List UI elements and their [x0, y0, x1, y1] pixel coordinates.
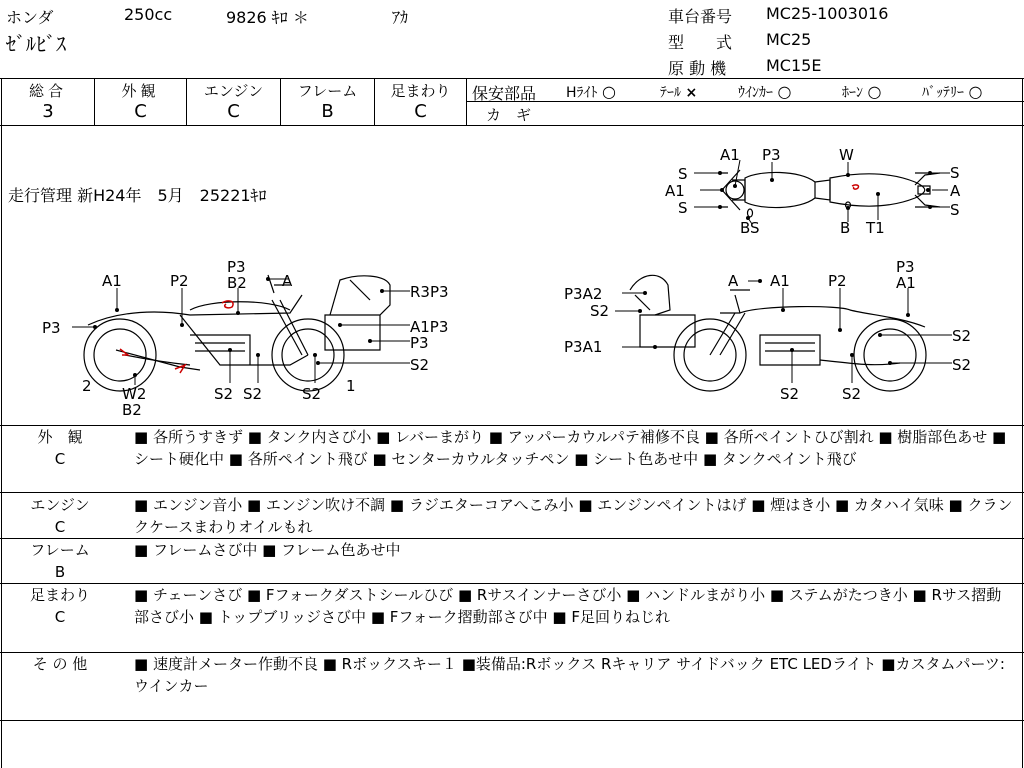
svg-text:S2: S2 — [780, 385, 800, 403]
svg-text:P3A1: P3A1 — [564, 338, 603, 356]
safety-horn: ﾎｰﾝ ○ — [842, 82, 882, 101]
safety-parts-label: 保安部品 — [472, 84, 537, 103]
svg-text:P3: P3 — [410, 334, 429, 352]
frame-number-label: 車台番号 — [668, 7, 733, 26]
maker: ホンダ — [6, 8, 54, 27]
svg-text:R3P3: R3P3 — [410, 283, 449, 301]
svg-text:S2: S2 — [590, 302, 610, 320]
svg-text:B: B — [840, 219, 851, 237]
svg-text:B2: B2 — [227, 274, 247, 292]
remark-other-text: ■ 速度計メーター作動不良 ■ Rボックスキー１ ■装備品:Rボックス Rキャリア サイドバック ETC LEDライト ■カスタムパーツ:ウインカー — [134, 655, 1005, 695]
svg-text:A1: A1 — [102, 272, 122, 290]
svg-text:A1P3: A1P3 — [410, 318, 449, 336]
remark-suspension-label: 足まわり C — [29, 586, 90, 626]
grade-frame: フレーム B — [297, 82, 358, 122]
remark-exterior-label: 外 観 C — [37, 428, 83, 468]
svg-text:S2: S2 — [243, 385, 263, 403]
grade-overall: 総合 3 — [28, 82, 67, 122]
remark-exterior-text: ■ 各所うすきず ■ タンク内さび小 ■ レバーまがり ■ アッパーカウルパテ補修不良 ■ 各所ペイントひび割れ ■ 樹脂部色あせ ■ シート硬化中 ■ 各所ペイント飛び ■ センターカウルタッチペン ■ シート色あせ中 ■ タンクペイント飛び — [134, 428, 1007, 468]
svg-text:W2: W2 — [122, 385, 147, 403]
engine-model-label: 原 動 機 — [668, 59, 727, 78]
safety-headlight: Hﾗｲﾄ ○ — [566, 82, 616, 101]
svg-text:W: W — [839, 146, 854, 164]
grade-exterior: 外観 C — [121, 82, 160, 122]
svg-text:S2: S2 — [214, 385, 234, 403]
grade-suspension: 足まわり C — [390, 82, 451, 122]
svg-text:A: A — [282, 272, 293, 290]
remark-frame-label: フレーム B — [30, 541, 90, 581]
svg-text:B2: B2 — [122, 401, 142, 419]
svg-text:P3A2: P3A2 — [564, 285, 603, 303]
svg-text:S2: S2 — [410, 356, 430, 374]
bike-left-side-diagram — [40, 255, 470, 420]
safety-winker: ｳｲﾝｶｰ ○ — [738, 82, 792, 101]
model-type-value: MC25 — [766, 30, 812, 49]
svg-text:A1: A1 — [896, 274, 916, 292]
svg-text:S: S — [950, 164, 960, 182]
frame-number-value: MC25-1003016 — [766, 4, 889, 23]
remark-suspension-text: ■ チェーンさび ■ Fフォークダストシールひび ■ Rサスインナーさび小 ■ ハンドルまがり小 ■ ステムがたつき小 ■ Rサス摺動部さび小 ■ トップブリッジさび中 ■ Fフォーク摺動部さび中 ■ F足回りねじれ — [134, 586, 1002, 626]
svg-text:S2: S2 — [952, 356, 972, 374]
color: ｱｶ — [392, 8, 409, 27]
remark-frame-text: ■ フレームさび中 ■ フレーム色あせ中 — [134, 541, 401, 559]
svg-text:T1: T1 — [866, 219, 885, 237]
model-name: ｾﾞﾙﾋﾞｽ — [6, 32, 66, 56]
engine-model-value: MC15E — [766, 56, 822, 75]
svg-text:P3: P3 — [762, 146, 781, 164]
mileage: 9826 ｷﾛ ＊ — [226, 8, 309, 27]
svg-text:P2: P2 — [828, 272, 847, 290]
svg-text:S: S — [678, 199, 688, 217]
svg-text:P3: P3 — [227, 258, 246, 276]
svg-text:1: 1 — [346, 377, 356, 395]
svg-text:A: A — [728, 272, 739, 290]
key-label: カ ギ — [486, 106, 532, 124]
svg-text:S2: S2 — [842, 385, 862, 403]
svg-text:BS: BS — [740, 219, 760, 237]
svg-text:A1: A1 — [665, 182, 685, 200]
safety-battery: ﾊﾞｯﾃﾘｰ ○ — [922, 82, 983, 101]
svg-text:P3: P3 — [896, 258, 915, 276]
displacement: 250cc — [124, 5, 173, 24]
remark-engine-label: エンジン C — [30, 496, 90, 536]
svg-text:2: 2 — [82, 377, 92, 395]
svg-text:S: S — [678, 165, 688, 183]
travel-record: 走行管理 新H24年 5月 25221ｷﾛ — [8, 186, 267, 205]
svg-text:S2: S2 — [302, 385, 322, 403]
svg-text:A1: A1 — [770, 272, 790, 290]
grade-engine: エンジン C — [203, 82, 264, 122]
svg-text:S2: S2 — [952, 327, 972, 345]
bike-right-side-diagram — [560, 255, 990, 420]
svg-text:A: A — [950, 182, 961, 200]
bike-top-view-diagram — [660, 140, 980, 245]
svg-text:A1: A1 — [720, 146, 740, 164]
model-type-label: 型 式 — [668, 33, 733, 52]
remark-engine-text: ■ エンジン音小 ■ エンジン吹け不調 ■ ラジエターコアへこみ小 ■ エンジンペイントはげ ■ 煙はき小 ■ カタハイ気味 ■ クランクケースまわりオイルもれ — [134, 496, 1013, 536]
safety-taillight: ﾃｰﾙ × — [660, 85, 698, 101]
remark-other-label: そ の 他 — [32, 655, 88, 673]
svg-text:S: S — [950, 201, 960, 219]
svg-text:P2: P2 — [170, 272, 189, 290]
svg-text:P3: P3 — [42, 319, 61, 337]
